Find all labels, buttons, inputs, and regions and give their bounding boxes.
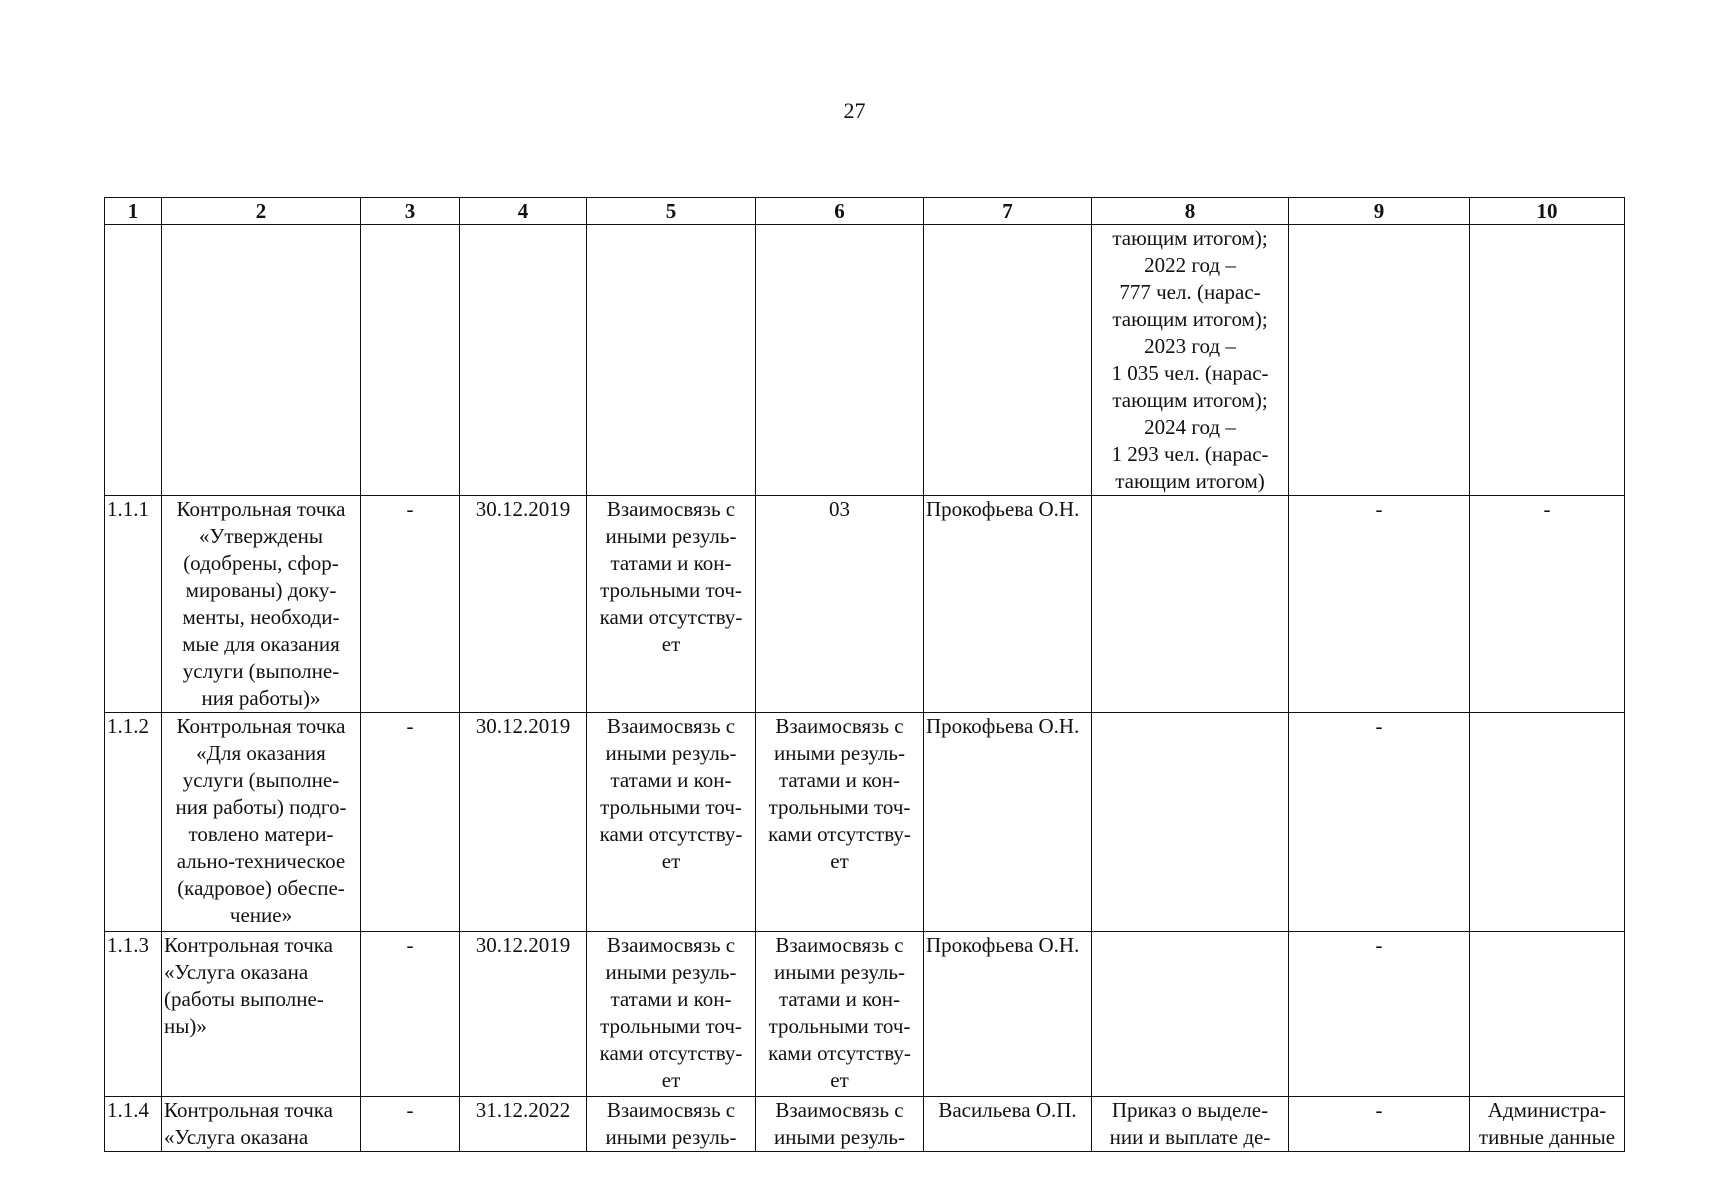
column-header-6: 6 bbox=[756, 198, 924, 225]
cell-col-9: - bbox=[1289, 496, 1470, 713]
cell-col-10: Администра- тивные данные bbox=[1470, 1097, 1625, 1152]
column-header-7: 7 bbox=[924, 198, 1092, 225]
cell-empty bbox=[1289, 225, 1470, 496]
continuation-row bbox=[105, 225, 1625, 496]
responsible-person: Прокофьева О.Н. bbox=[924, 496, 1092, 713]
cell-empty bbox=[460, 225, 587, 496]
cell-col-8: Приказ о выделе- нии и выплате де- bbox=[1092, 1097, 1289, 1152]
table-row bbox=[105, 1097, 1625, 1152]
column-header-4: 4 bbox=[460, 198, 587, 225]
responsible-person: Прокофьева О.Н. bbox=[924, 932, 1092, 1097]
row-number: 1.1.2 bbox=[105, 713, 162, 932]
cell-col-10 bbox=[1470, 713, 1625, 932]
cell-col-8 bbox=[1092, 713, 1289, 932]
cell-col-6: 03 bbox=[756, 496, 924, 713]
cell-col-6: Взаимосвязь с иными резуль- татами и кон- трольными точ- ками отсутству- ет bbox=[756, 932, 924, 1097]
control-point-name: Контрольная точка «Для оказания услуги (выполне- ния работы) подго- товлено матери- ально-техническое (кадровое) обеспе- чение» bbox=[162, 713, 361, 932]
column-header-9: 9 bbox=[1289, 198, 1470, 225]
cell-empty bbox=[105, 225, 162, 496]
cell-col-3: - bbox=[361, 496, 460, 713]
row-number: 1.1.1 bbox=[105, 496, 162, 713]
cell-col-9: - bbox=[1289, 1097, 1470, 1152]
cell-col-6: Взаимосвязь с иными резуль- bbox=[756, 1097, 924, 1152]
column-header-5: 5 bbox=[587, 198, 756, 225]
page-number: 27 bbox=[843, 98, 866, 123]
deadline-date: 30.12.2019 bbox=[460, 932, 587, 1097]
column-header-1: 1 bbox=[105, 198, 162, 225]
relationship-text: Взаимосвязь с иными резуль- татами и кон- трольными точ- ками отсутству- ет bbox=[587, 932, 756, 1097]
cell-empty bbox=[162, 225, 361, 496]
control-point-name: Контрольная точка «Услуга оказана bbox=[162, 1097, 361, 1152]
relationship-text: Взаимосвязь с иными резуль- татами и кон- трольными точ- ками отсутству- ет bbox=[587, 496, 756, 713]
column-header-10: 10 bbox=[1470, 198, 1625, 225]
cell-col-8 bbox=[1092, 496, 1289, 713]
cell-empty bbox=[1470, 225, 1625, 496]
responsible-person: Прокофьева О.Н. bbox=[924, 713, 1092, 932]
cell-empty bbox=[361, 225, 460, 496]
cell-empty bbox=[924, 225, 1092, 496]
cell-col-3: - bbox=[361, 713, 460, 932]
deadline-date: 31.12.2022 bbox=[460, 1097, 587, 1152]
row-number: 1.1.3 bbox=[105, 932, 162, 1097]
cell-col-9: - bbox=[1289, 932, 1470, 1097]
relationship-text: Взаимосвязь с иными резуль- татами и кон- трольными точ- ками отсутству- ет bbox=[587, 713, 756, 932]
control-points-table bbox=[104, 197, 1625, 1152]
cell-empty bbox=[587, 225, 756, 496]
control-point-name: Контрольная точка «Услуга оказана (работы выполне- ны)» bbox=[162, 932, 361, 1097]
cell-col-6: Взаимосвязь с иными резуль- татами и кон- трольными точ- ками отсутству- ет bbox=[756, 713, 924, 932]
responsible-person: Васильева О.П. bbox=[924, 1097, 1092, 1152]
cell-col-10: - bbox=[1470, 496, 1625, 713]
cell-col-9: - bbox=[1289, 713, 1470, 932]
column-header-2: 2 bbox=[162, 198, 361, 225]
row-number: 1.1.4 bbox=[105, 1097, 162, 1152]
continuation-indicator-text: тающим итогом); 2022 год – 777 чел. (нарас- тающим итогом); 2023 год – 1 035 чел. (нарас- тающим итогом); 2024 год – 1 293 чел. (нарас- тающим итогом) bbox=[1092, 225, 1289, 496]
control-point-name: Контрольная точка «Утверждены (одобрены, сфор- мированы) доку- менты, необходи- мые для оказания услуги (выполне- ния работы)» bbox=[162, 496, 361, 713]
cell-col-3: - bbox=[361, 932, 460, 1097]
table-row bbox=[105, 713, 1625, 932]
cell-col-3: - bbox=[361, 1097, 460, 1152]
column-header-3: 3 bbox=[361, 198, 460, 225]
deadline-date: 30.12.2019 bbox=[460, 713, 587, 932]
deadline-date: 30.12.2019 bbox=[460, 496, 587, 713]
cell-col-8 bbox=[1092, 932, 1289, 1097]
relationship-text: Взаимосвязь с иными резуль- bbox=[587, 1097, 756, 1152]
cell-empty bbox=[756, 225, 924, 496]
cell-col-10 bbox=[1470, 932, 1625, 1097]
table-row bbox=[105, 932, 1625, 1097]
column-number-header-row bbox=[105, 198, 1625, 225]
table-row bbox=[105, 496, 1625, 713]
column-header-8: 8 bbox=[1092, 198, 1289, 225]
